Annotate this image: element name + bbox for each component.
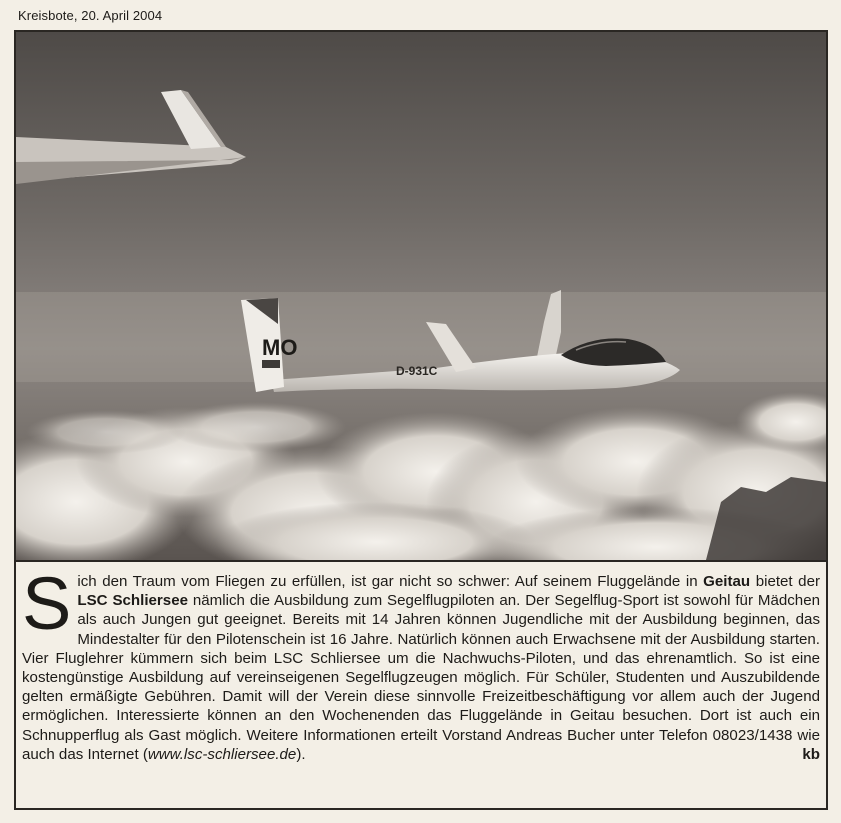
club-url: www.lsc-schliersee.de — [147, 745, 297, 763]
drop-cap: S — [22, 562, 72, 645]
registration-marking: D-931C — [396, 364, 438, 378]
article-text-3: nämlich die Ausbildung zum Segelflugpiloten an. Der Segelflug-Sport ist sowohl für Mädchen als auch Jungen gut geeignet. Bereits mit 14 Jahren können Jugendliche mit der Ausbildung beginnen, das Mindestalter für den Pilotenschein ist 16 Jahre. Natürlich können auch Erwachsene mit der Ausbildung starten. Vier Fluglehrer kümmern sich beim LSC Schliersee um die Nachwuchs-Piloten, und das ehrenamtlich. So ist eine kostengünstige Ausbildung auf vereinseigenen Segelflugzeugen möglich. Für Schüler, Studenten und Auszubildende gelten ermäßigte Gebühren. Damit will der Verein diese sinnvolle Freizeitbeschäftigung vor allem auch der Jugend ermöglichen. Interessierte können an den Wochenenden das Fluggelände in Geitau besuchen. Dort ist auch ein Schnupperflug als Gast möglich. Weitere Informationen erteilt Vorstand Andreas Bucher unter Telefon 08023/1438 wie auch das Internet ( — [22, 592, 820, 763]
source-date-header: Kreisbote, 20. April 2004 — [18, 8, 163, 23]
glider-photo — [16, 32, 826, 562]
article-text-4: ). — [296, 745, 306, 763]
place-name: Geitau — [703, 573, 751, 590]
author-signature: kb — [802, 745, 820, 763]
cloud-layer — [16, 392, 826, 560]
club-name: LSC Schliersee — [77, 592, 188, 610]
article-frame — [14, 30, 828, 810]
tail-marking: MO — [262, 335, 298, 360]
article-body — [22, 562, 820, 764]
article-text-2: bietet der — [750, 573, 820, 590]
article-text-1: ich den Traum vom Fliegen zu erfüllen, ist gar nicht so schwer: Auf seinem Fluggelände in — [77, 573, 704, 590]
